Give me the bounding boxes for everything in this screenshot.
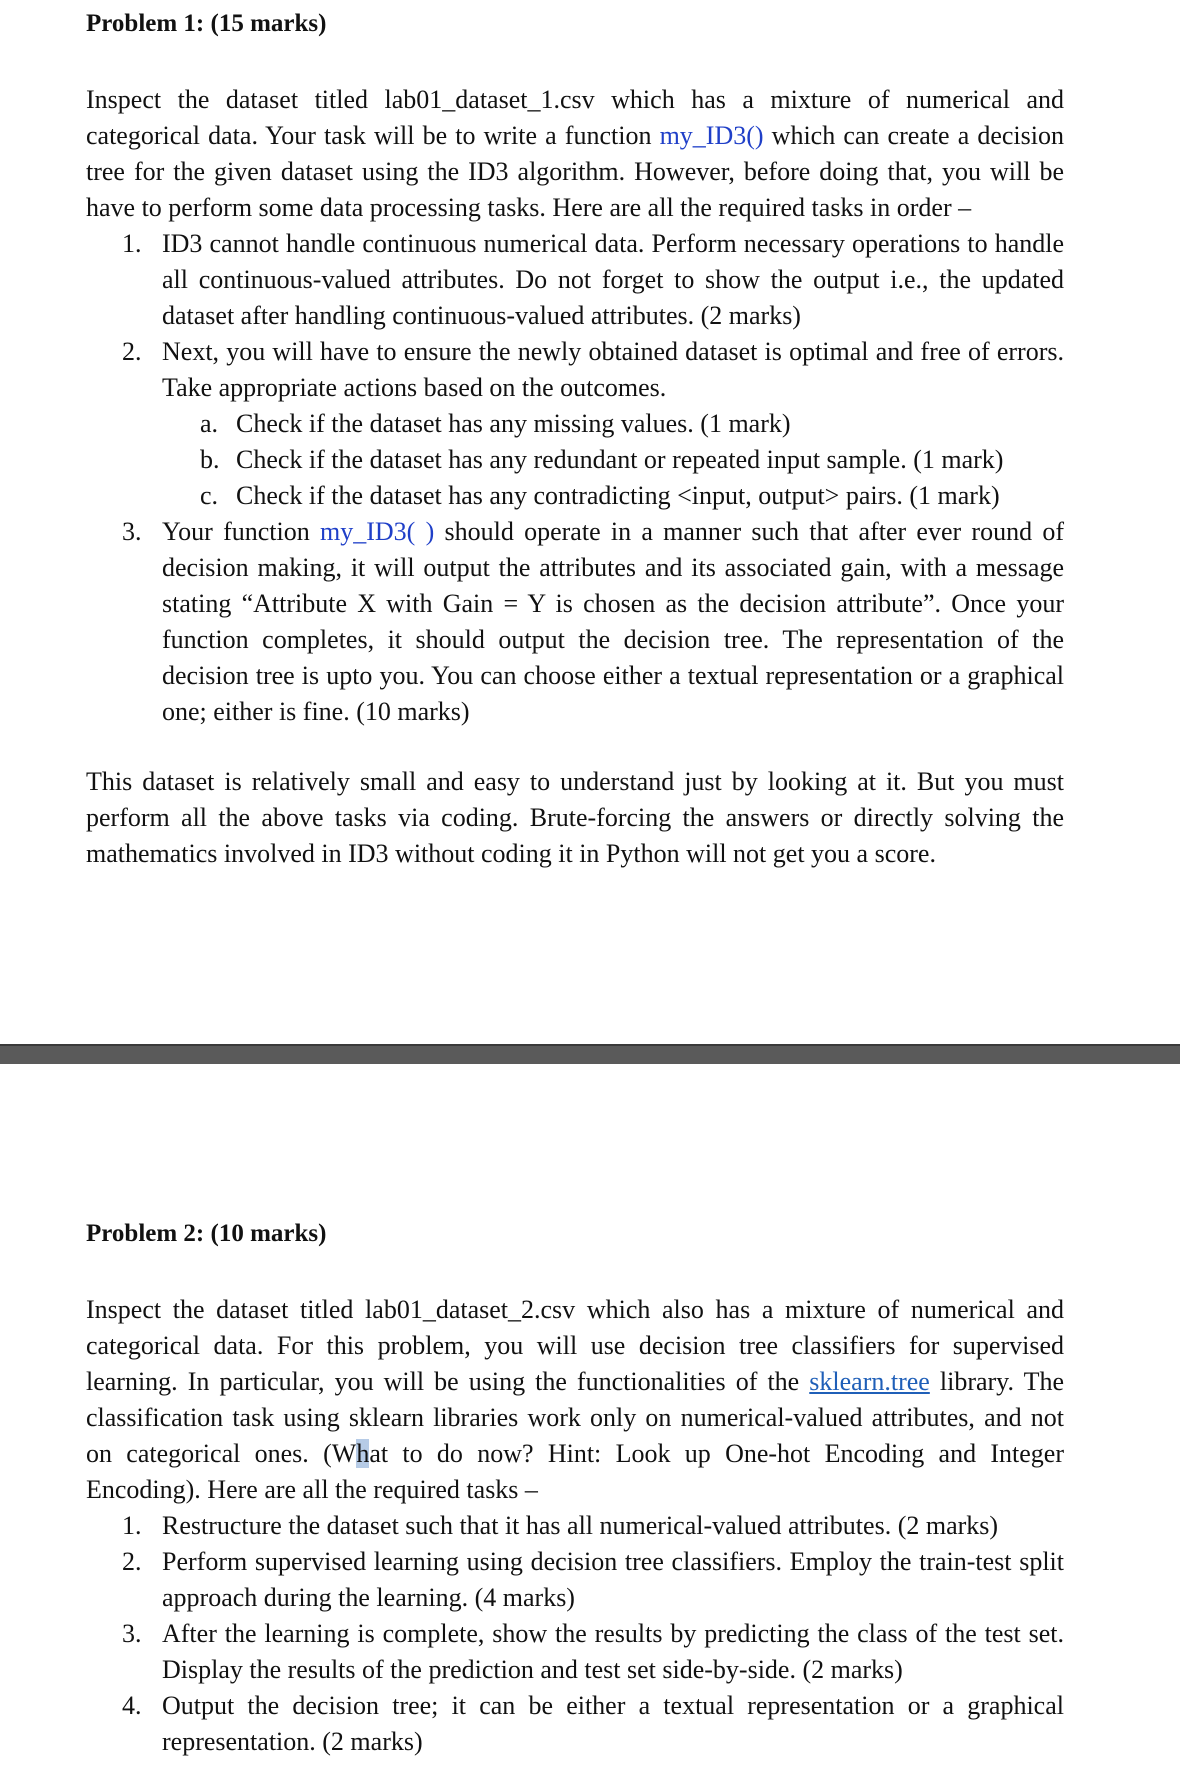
subtask-item [86,478,1064,514]
task-item [86,226,1064,334]
problem-2-heading: Problem 2: (10 marks) [86,1220,327,1247]
intro-text-continued: which can create a decision tree for the given dataset using the ID3 algorithm. However, before doing that, you will be have to perform some data processing tasks. Here are all the required tasks in order – [86,121,1064,222]
task-number: 2. [122,337,142,366]
task-number: 3. [122,1619,142,1648]
intro-text-end: at to do now? Hint: Look up One-hot Encoding and Integer Encoding). Here are all the required tasks – [86,1439,1065,1504]
task-item [86,1544,1064,1616]
problem-2-intro [86,1292,1064,1508]
task-text: Next, you will have to ensure the newly obtained dataset is optimal and free of errors. Take appropriate actions based on the outcomes. [162,337,1064,402]
problem-1-intro [86,82,1064,226]
problem-1-closing-note: This dataset is relatively small and easy to understand just by looking at it. But you must perform all the above tasks via coding. Brute-forcing the answers or directly solving the mathematics involved in ID3 without coding it in Python will not get you a score. [86,767,1064,868]
task-number: 1. [122,229,142,258]
task-number: 4. [122,1691,142,1720]
subtask-letter: a. [200,409,219,438]
page-divider [0,1044,1180,1064]
problem-1-task-list [86,226,1064,730]
task-text: Perform supervised learning using decision tree classifiers. Employ the train-test split approach during the learning. (4 marks) [162,1547,1064,1612]
intro-text: Inspect the dataset titled lab01_dataset_2.csv which also has a mixture of numerical and categorical data. For this problem, you will use decision tree classifiers for supervised learning. In particular, you will be using the functionalities of the [86,1295,1064,1396]
problem-1-section [86,6,1064,872]
subtask-item [86,406,1064,442]
task-text: Output the decision tree; it can be either a textual representation or a graphical representation. (2 marks) [162,1691,1064,1756]
task-item [86,1616,1064,1688]
intro-text: Inspect the dataset titled lab01_dataset_1.csv which has a mixture of numerical and categorical data. Your task will be to write a function [86,85,1064,150]
task-text: Restructure the dataset such that it has all numerical-valued attributes. (2 marks) [162,1511,999,1540]
function-name-my-id3: my_ID3() [659,121,764,150]
problem-2-section [86,1216,1064,1760]
subtask-text: Check if the dataset has any contradicting <input, output> pairs. (1 mark) [236,481,1000,510]
task-number: 1. [122,1511,142,1540]
task-item [86,514,1064,730]
task-text-continued: should operate in a manner such that after ever round of decision making, it will output the attributes and its associated gain, with a message stating “Attribute X with Gain = Y is chosen as the decision attribute”. Once your function completes, it should output the decision tree. The representation of the decision tree is upto you. You can choose either a textual representation or a graphical one; either is fine. (10 marks) [162,517,1065,726]
subtask-list [86,406,1064,514]
task-number: 3. [122,517,142,546]
subtask-text: Check if the dataset has any redundant or repeated input sample. (1 mark) [236,445,1004,474]
subtask-letter: c. [200,481,219,510]
task-text: After the learning is complete, show the results by predicting the class of the test set. Display the results of the prediction and test set side-by-side. (2 marks) [162,1619,1064,1684]
text-selection-highlight: h [356,1439,370,1468]
task-item [86,1688,1064,1760]
subtask-item [86,442,1064,478]
sklearn-tree-link[interactable]: sklearn.tree [809,1367,930,1396]
task-item [86,1508,1064,1544]
problem-2-task-list [86,1508,1064,1760]
task-number: 2. [122,1547,142,1576]
subtask-text: Check if the dataset has any missing values. (1 mark) [236,409,791,438]
problem-1-heading: Problem 1: (15 marks) [86,10,327,37]
task-text: ID3 cannot handle continuous numerical data. Perform necessary operations to handle all continuous-valued attributes. Do not forget to show the output i.e., the updated dataset after handling continuous-valued attributes. (2 marks) [162,229,1064,330]
task-text: Your function [162,517,320,546]
subtask-letter: b. [200,445,220,474]
intro-text-continued: library. The classification task using sklearn libraries work only on numerical-valued attributes, and not on categorical ones. (W [86,1367,1064,1468]
task-item [86,334,1064,514]
function-name-my-id3: my_ID3( ) [320,517,435,546]
